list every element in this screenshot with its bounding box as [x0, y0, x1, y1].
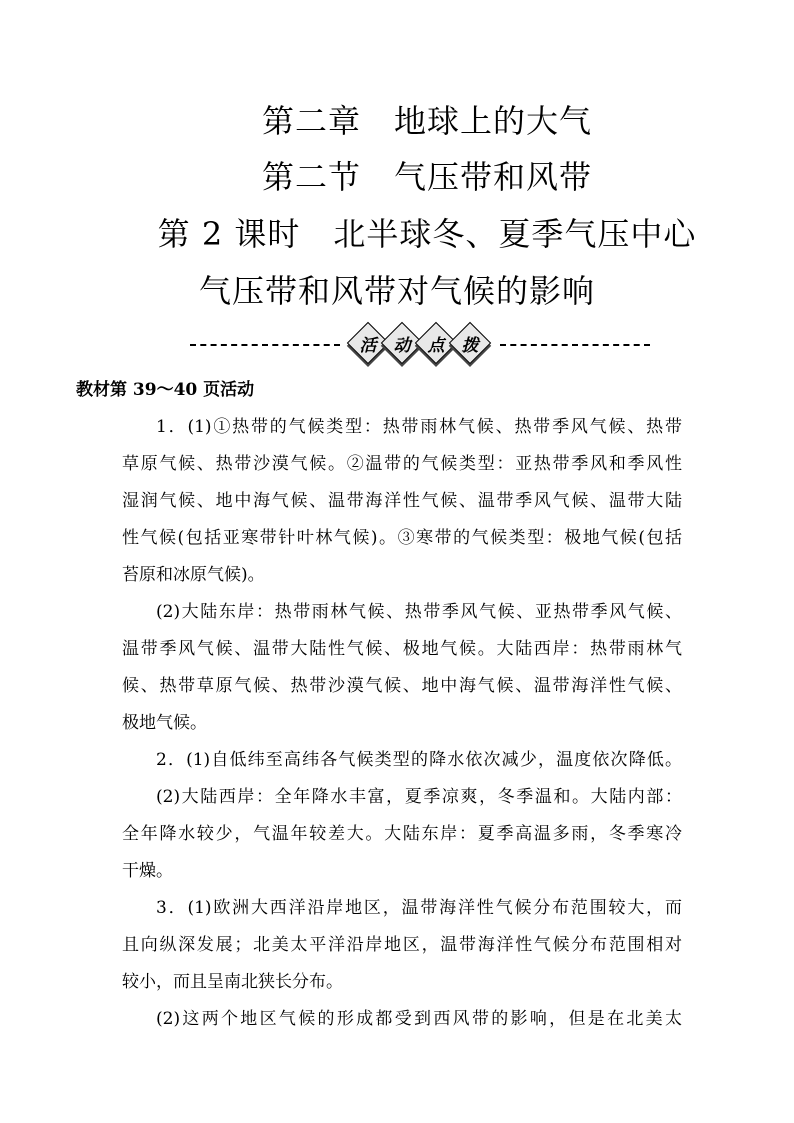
paragraph-line: 1．(1)①热带的气候类型：热带雨林气候、热带季风气候、热带	[156, 417, 682, 437]
dashed-rule-right	[500, 344, 650, 346]
paragraph-line: 苔原和冰原气候)。	[122, 565, 265, 585]
paragraph-line: 温带季风气候、温带大陆性气候、极地气候。大陆西岸：热带雨林气	[122, 639, 682, 659]
chapter-title: 第二章 地球上的大气	[261, 102, 592, 140]
section-title: 第二节 气压带和风带	[261, 158, 592, 196]
paragraph-line: 较小，而且呈南北狭长分布。	[122, 972, 343, 992]
paragraph-line: 湿润气候、地中海气候、温带海洋性气候、温带季风气候、温带大陆	[122, 491, 682, 511]
answer-text	[76, 372, 682, 1038]
badge-char: 动	[393, 336, 411, 356]
paragraph-line: 极地气候。	[122, 713, 207, 733]
paragraph-line: 干燥。	[122, 861, 173, 881]
lesson-title-line-1: 第 2 课时 北半球冬、夏季气压中心	[157, 215, 697, 253]
activity-divider	[150, 322, 650, 368]
paragraph-line: (2)这两个地区气候的形成都受到西风带的影响，但是在北美太	[156, 1009, 682, 1029]
badge-diamond	[421, 328, 451, 358]
paragraph-line: 且向纵深发展；北美太平洋沿岸地区，温带海洋性气候分布范围相对	[122, 935, 682, 955]
paragraph-line: 候、热带草原气候、热带沙漠气候、地中海气候、温带海洋性气候、	[122, 676, 682, 696]
dashed-rule-left	[190, 344, 340, 346]
badge-char: 活	[359, 336, 377, 356]
paragraph-line: (2)大陆西岸：全年降水丰富，夏季凉爽，冬季温和。大陆内部：	[156, 787, 682, 807]
paragraph-line: 2．(1)自低纬至高纬各气候类型的降水依次减少，温度依次降低。	[156, 750, 682, 770]
badge-char: 点	[427, 336, 445, 356]
activity-badge-group	[345, 322, 495, 368]
paragraph-line: 草原气候、热带沙漠气候。②温带的气候类型：亚热带季风和季风性	[122, 454, 682, 474]
lesson-title-line-2: 气压带和风带对气候的影响	[198, 272, 595, 310]
paragraph-line: 性气候(包括亚寒带针叶林气候)。③寒带的气候类型：极地气候(包括	[122, 528, 682, 548]
badge-char: 拨	[461, 336, 479, 356]
paragraph-line: (2)大陆东岸：热带雨林气候、热带季风气候、亚热带季风气候、	[156, 602, 682, 622]
badge-diamond	[455, 328, 485, 358]
badge-diamond	[353, 328, 383, 358]
paragraph-line: 全年降水较少，气温年较差大。大陆东岸：夏季高温多雨，冬季寒冷	[122, 824, 682, 844]
source-heading: 教材第 39～40 页活动	[76, 380, 255, 400]
badge-diamond	[387, 328, 417, 358]
paragraph-line: 3．(1)欧洲大西洋沿岸地区，温带海洋性气候分布范围较大，而	[156, 898, 682, 918]
